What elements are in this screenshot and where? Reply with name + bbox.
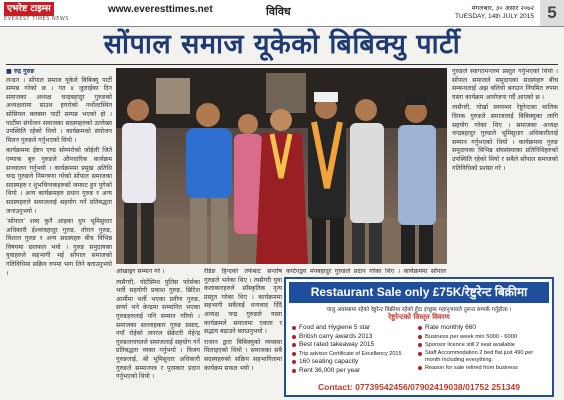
article-column-4 [286,268,446,276]
paragraph: कार्यक्रममा ईष्टन एण्ड सोम्परोको जोईली जिते एम्याक बुरु गुरुङले औपचारिक कार्यक्रम सञ्चालन गर्नुभयो । कार्यक्रममा प्रमुख अतिथि चन्द्र गुरुङले निमन्त्रणा गरेको सोंपाल समाजका सदस्यहरु र शुभचिन्तकहरुको जमघट हुन पुगेको थियो । अन्य कार्यक्रमहरु प्रधान गुरुङ र अन्य सदस्यहरुले समाजलाई सहयोग गर्ने प्रतिबद्धता जनाउनुभयो । [6,147,112,215]
list-item: British carry awards 2013 [292,333,412,342]
page-number: 5 [540,0,564,26]
bullet-icon [418,352,422,356]
restaurant-sale-ad [284,277,554,397]
article-column-2 [116,268,200,396]
paragraph: कप्टेनद्वय मनबहादुर गुरुङले प्रदान गरेका थिए । कार्यक्रममा सोंपाल [286,268,446,275]
group-photo [116,68,447,264]
date-english: TUESDAY, 14th JULY 2015 [454,13,534,20]
paragraph: त्यसैगरी, पोर्टस्मिथ पुलिस फोर्सका भर्ती सहयोगी प्रकाश गुरुङ, ब्रिटिश आर्मीमा भर्ती भएका प्रवीण गुरुङ, सर्प्या भने केन्द्रमा सम्मानित भएका गुरुङहरुलाई पनि सम्मान गरियो । समाजका सल्लाहकार गुरुङ प्रसाद, नयाँ रोईको जनरल सेक्रेटरी मेहेन्द्र गुरुङलगायतले समाजलाई सहयोग गर्ने प्रतिबद्धता व्यक्त गर्नुभयो । विजय गुरुङलाई, श्री भूमिसुधार अधिकारी गुरुङले सम्मानपत्र र पुरस्कार प्रदान गर्नुभएको थियो । [116,278,200,381]
paragraph: राजान द्वारा बिबिक्युको व्यवस्था मिलाइएको थियो । समाजका सबै सदस्यहरुको सक्रिय सहभागितामा कार्यक्रम सफल भयो । [204,338,282,372]
paragraph: त्यसैगरी, गोर्खा स्वयम्भर रेष्टुरेन्टका मालिक दिपक गुरुङले समाजलाई बिबिक्युका लागि सहयोग गरेका थिए । समाजका अध्यक्ष चन्द्रबहादुर गुरुङले भूमिसुधार अधिकारीलाई सम्मान गर्नुभएको थियो । कार्यक्रममा गुरुङ समुदायका विभिन्न संघसंस्थाका प्रतिनिधिहरुको उपस्थिति रहेको थियो र सबैले सोंपाल समाजको गतिविधिको प्रशंसा गरे । [452,104,558,172]
list-item: Reason for sale retired from business [418,364,548,373]
bullet-icon [292,343,296,347]
section-title: विविध [266,5,291,18]
bullet-icon [418,343,422,347]
paper-logo: एभरेष्ट टाइम्स [4,2,54,16]
ad-features-left [292,324,412,375]
paragraph: रेडिङ हिन्दको तर्फबाट सन्तोष गुरुङले भनेका थिए । त्यसैगरी युवा कलाकारहरुले साँस्कृतिक नृत्य प्रस्तुत गरेका थिए । कार्यक्रममा सहभागी सबैलाई धन्यवाद दिँदै अध्यक्ष चन्द्र गुरुङले यस्ता कार्यक्रमले समाजमा एकता र सद्भाव बढाउने बताउनुभयो । [204,268,282,336]
list-item: Rate monthly 660 [418,324,548,333]
bullet-icon [292,335,296,339]
list-item: Staff Accommodation 2 bed flat just 490 per month including everything. [418,350,548,364]
headline-rule [6,64,558,65]
paragraph: गुरुङले स्वागतमन्तव्य प्रस्तुत गर्नुभएको थियो । सोंपाल समाजले समुदायका सदस्यहरु बीच सम्बन्धलाई अझ बलियो बनाउन नियमित रुपमा यस्ता कार्यक्रम आयोजना गर्दै आएको छ । [452,68,558,101]
list-item: Business per week min 5000 - 6000 [418,333,548,342]
bullet-icon [292,326,296,330]
bullet-icon [292,352,296,356]
ad-blurb: चालु अवस्थामा रहेको रेष्टुरेन्ट बिक्रीमा रहेको हुँदा इच्छुक महानुभावले तुरुन्त सम्पर्क गर्नुहोला । [326,307,512,313]
list-item: Trip advisor Certificate of Excellency 2015 [292,350,412,359]
site-url: www.everesttimes.net [108,4,213,15]
masthead [0,0,564,27]
list-item: Food and Hygiene 5 star [292,324,412,333]
group-photo-illustration [116,68,447,264]
bullet-icon [292,360,296,364]
article-column-3 [204,268,282,396]
ad-subtitle: रेष्टुरेन्टको विस्तृत विवरण [388,313,450,321]
paragraph: ‘सोंपाल’ शब्द कुनै आइका धुप भूमिसुधार अधिकारी ईश्वरबहादुर गुरुङ, तोरान गुरुङ, विशाल गुरुङ र अन्य सदस्यहरु बीच विभिन्न विषयमा छलफल भयो । गुरुङ समुदायका युवाहरुले सहभागी भई सोंपाल समाजको गतिविधिमा सक्रिय रुपमा भाग लिने बताउनुभयो । [6,218,112,277]
ad-title: Restaurant Sale only £75K/रेष्टुरेन्ट बिक्रीमा [289,282,549,303]
paragraph: लन्डन । सोंपाल समाज यूकेले बिबिक्यु पार्टी सम्पन्न गरेको छ । गत ४ जुलाईका दिन समाजका अध्यक्ष चन्द्रबहादुर गुरुङको अध्यक्षतामा साउथ हयरोको नर्थोल्टस्थित सोसियल क्लबमा पार्टी सम्पन्न भएको हो । पार्टीमा संयोजन समाजका सदस्यहरुको उल्लेख्य उपस्थिति रहेको थियो । कार्यक्रमको संयोजन मिलन गुरुङले गर्नुभएको थियो । [6,76,112,144]
ad-features-right [418,324,548,372]
paragraph: ओखाङ्गर सम्मान गरे । [116,268,165,275]
date-nepali: मंगलबार, ३० असार २०७२ [471,4,534,12]
bullet-icon [418,335,422,339]
headline: सोंपाल समाज यूकेको बिबिक्यु पार्टी [103,29,461,60]
bullet-icon [418,366,422,370]
bullet-icon [418,326,422,330]
list-item: Best rated takeaway 2015 [292,341,412,350]
byline: ■ रुद्र गुरुङ [6,68,35,75]
list-item: Rent 36,000 per year [292,367,412,376]
list-item: Sponsor licence still 2 seat available [418,341,548,350]
list-item: 160 seating capacity [292,358,412,367]
paper-logo-sub: EVEREST TIMES NEWS [4,16,69,22]
bullet-icon [292,369,296,373]
article-column-1 [6,68,112,396]
article-column-5 [452,68,558,274]
ad-contact: Contact: 07739542456/07902419038/01752 251349 [317,382,521,392]
